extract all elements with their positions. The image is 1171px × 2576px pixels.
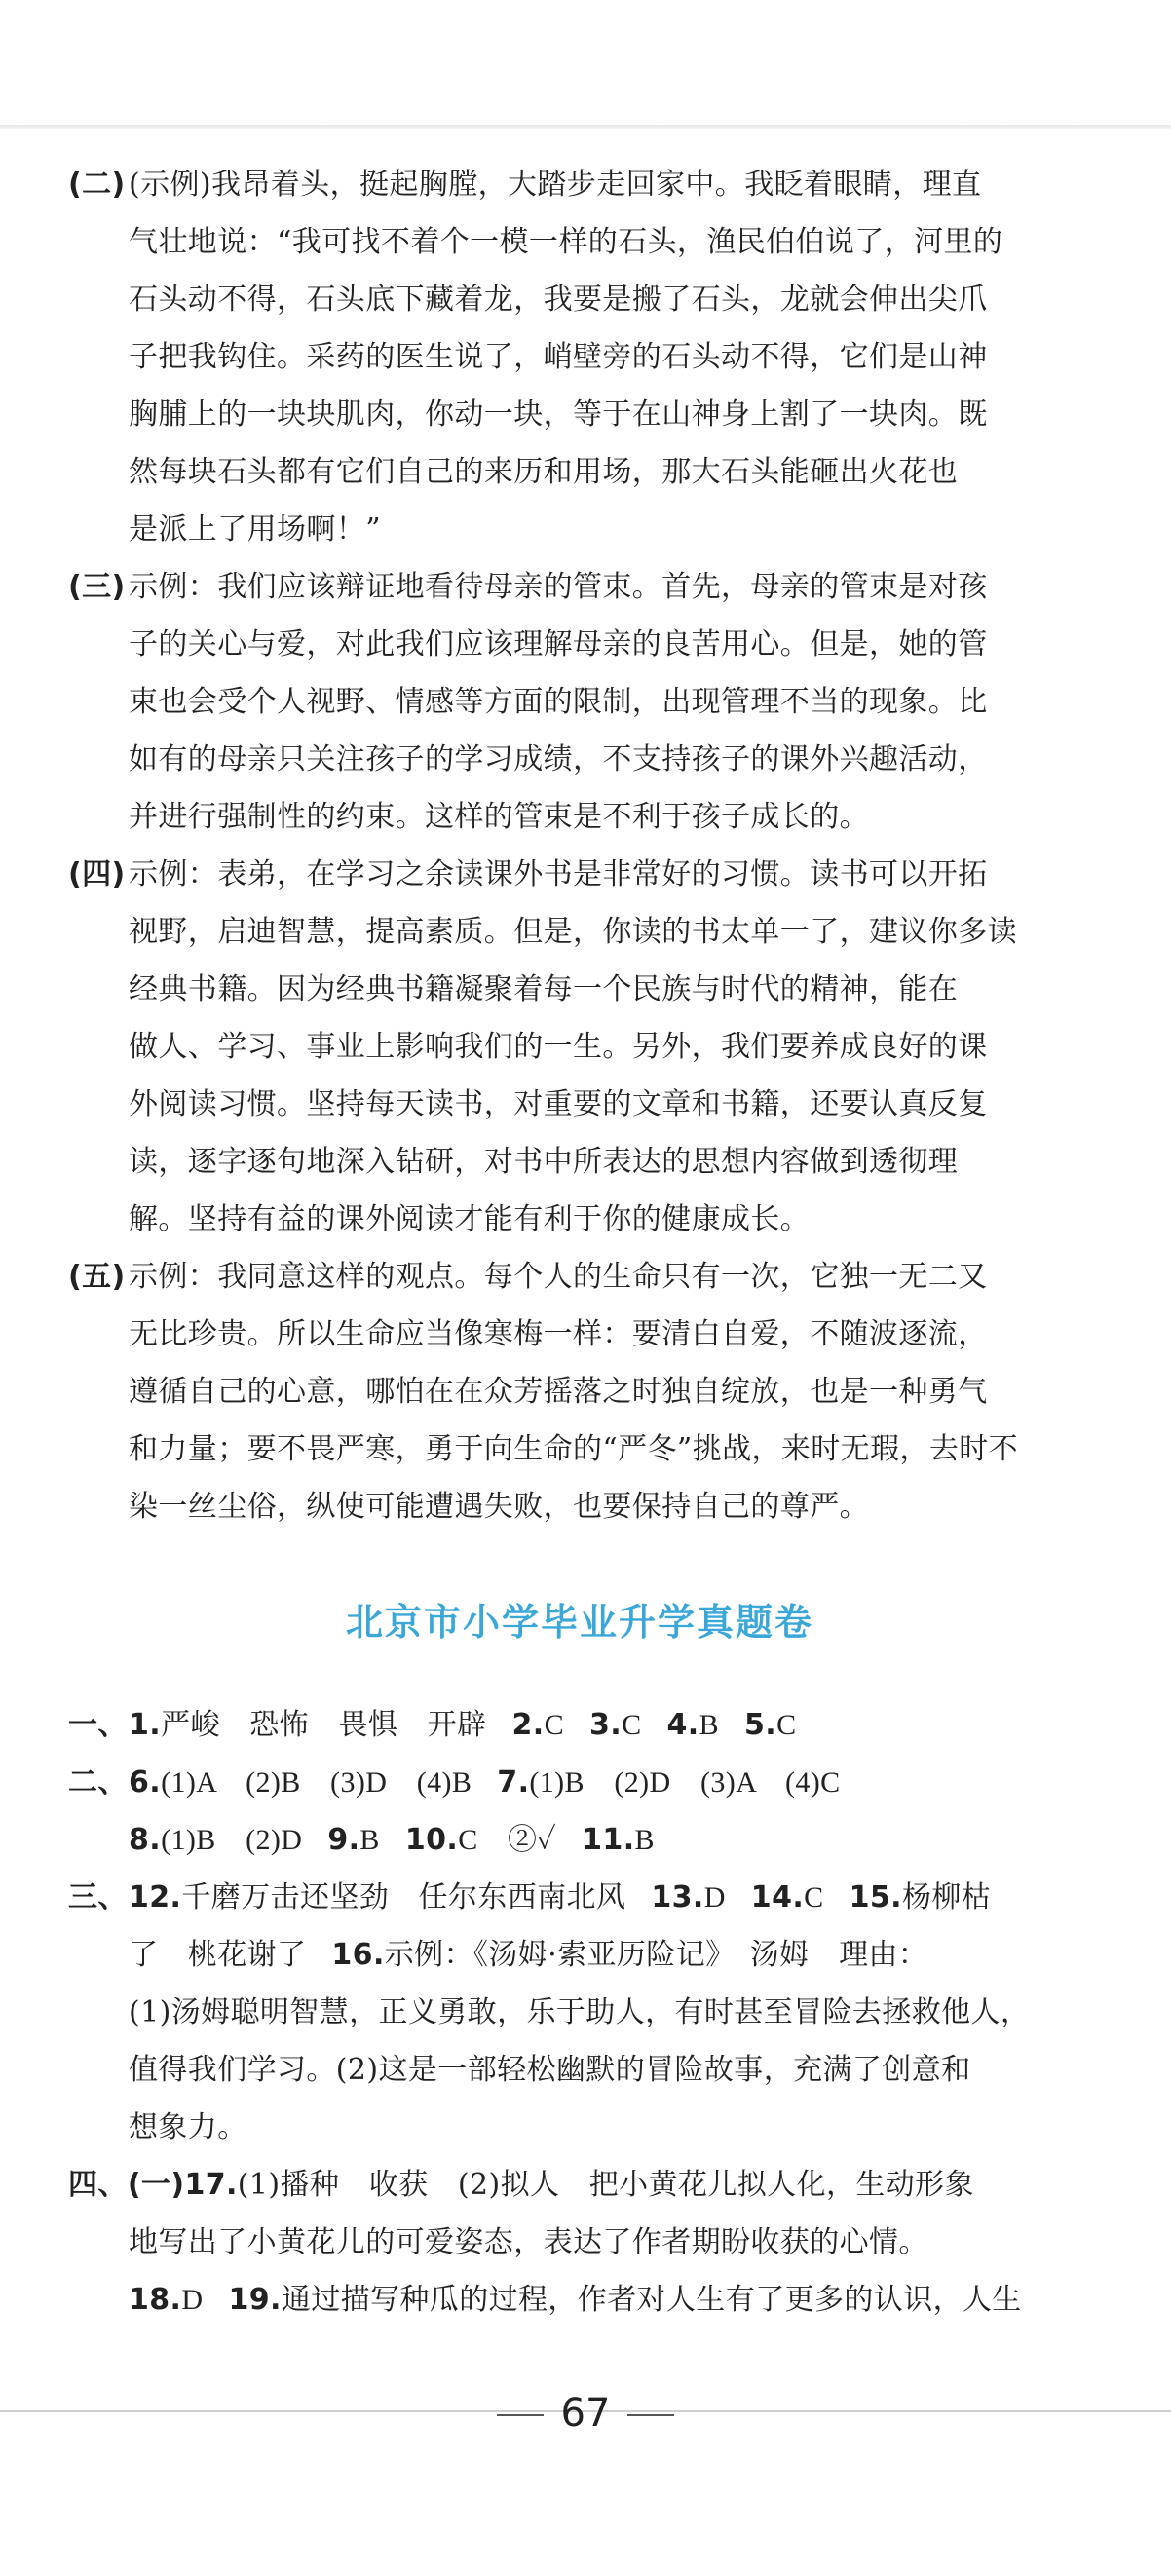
answer-text: (1)B (2)D bbox=[161, 1824, 303, 1856]
question-number: 1. bbox=[129, 1708, 162, 1742]
question-number: 18. bbox=[129, 2283, 182, 2317]
answer-text: 杨柳枯 bbox=[901, 1880, 992, 1914]
answer-part-3-line-1 bbox=[68, 1869, 1091, 1926]
essay-5 bbox=[68, 1248, 1091, 1535]
essay-line: 然每块石头都有它们自己的来历和用场，那大石头能砸出火花也 bbox=[129, 455, 959, 489]
page-number-dash bbox=[497, 2414, 544, 2416]
question-number: 11. bbox=[582, 1823, 635, 1857]
question-number: 6. bbox=[129, 1765, 162, 1799]
answer-text: C ②✓ bbox=[458, 1824, 557, 1856]
essay-line: 气壮地说：“我可找不着个一模一样的石头，渔民伯伯说了，河里的 bbox=[129, 225, 1003, 259]
part-tag: 四、 bbox=[68, 2168, 128, 2202]
question-number: 16. bbox=[331, 1938, 385, 1972]
essay-line: 遵循自己的心意，哪怕在在众芳摇落之时独自绽放，也是一种勇气 bbox=[129, 1375, 988, 1409]
essay-line: 是派上了用场啊！” bbox=[129, 512, 381, 547]
answer-part-2-line-2 bbox=[68, 1811, 1091, 1869]
page-number-footer bbox=[0, 2391, 1171, 2436]
essay-line: 并进行强制性的约束。这样的管束是不利于孩子成长的。 bbox=[129, 800, 869, 834]
answer-text: C bbox=[622, 1709, 642, 1741]
essay-line: 示例：表弟，在学习之余读课外书是非常好的习惯。读书可以开拓 bbox=[129, 857, 988, 891]
answer-text: 示例：《汤姆·索亚历险记》 汤姆 理由： bbox=[384, 1938, 928, 1972]
answer-text: D bbox=[703, 1881, 726, 1913]
essay-line: 读，逐字逐句地深入钻研，对书中所表达的思想内容做到透彻理 bbox=[129, 1145, 959, 1179]
essay-line: 子的关心与爱，对此我们应该理解母亲的良苦用心。但是，她的管 bbox=[129, 627, 988, 662]
answer-text: B bbox=[359, 1824, 380, 1856]
top-divider bbox=[0, 125, 1171, 129]
question-number: 3. bbox=[588, 1708, 623, 1742]
essay-line: 示例：我们应该辩证地看待母亲的管束。首先，母亲的管束是对孩 bbox=[129, 570, 988, 604]
answer-text: (1)A (2)B (3)D (4)B bbox=[161, 1766, 472, 1799]
essay-line: 无比珍贵。所以生命应当像寒梅一样：要清白自爱，不随波逐流， bbox=[129, 1317, 988, 1351]
essay-line: 视野，启迪智慧，提高素质。但是，你读的书太单一了，建议你多读 bbox=[129, 915, 1017, 949]
answer-text: 通过描写种瓜的过程，作者对人生有了更多的认识，人生 bbox=[281, 2283, 1022, 2317]
section-title: 北京市小学毕业升学真题卷 bbox=[345, 1601, 813, 1644]
essay-line: 胸脯上的一块块肌肉，你动一块，等于在山神身上割了一块肉。既 bbox=[129, 398, 988, 432]
essay-line: (示例)我昂着头，挺起胸膛，大踏步走回家中。我眨着眼睛，理直 bbox=[129, 168, 982, 202]
answer-page bbox=[68, 156, 1091, 2329]
part-tag: 三、 bbox=[68, 1880, 128, 1914]
essay-line: 做人、学习、事业上影响我们的一生。另外，我们要养成良好的课 bbox=[129, 1030, 988, 1064]
essay-line: 染一丝尘俗，纵使可能遭遇失败，也要保持自己的尊严。 bbox=[129, 1490, 869, 1524]
page-number: 67 bbox=[560, 2391, 611, 2436]
question-number: 14. bbox=[750, 1880, 805, 1914]
essay-line: 解。坚持有益的课外阅读才能有利于你的健康成长。 bbox=[129, 1202, 811, 1236]
sub-tag: (一) bbox=[127, 2168, 185, 2202]
answer-text: C bbox=[804, 1881, 824, 1913]
question-number: 8. bbox=[129, 1823, 162, 1857]
answer-part-2-line-1 bbox=[68, 1754, 1091, 1811]
question-number: 17. bbox=[184, 2168, 238, 2202]
answer-part-3-line-2 bbox=[68, 1926, 1091, 1984]
question-number: 13. bbox=[651, 1880, 704, 1914]
essay-line: 外阅读习惯。坚持每天读书，对重要的文章和书籍，还要认真反复 bbox=[129, 1087, 988, 1121]
essay-line: 和力量；要不畏严寒，勇于向生命的“严冬”挑战，来时无瑕，去时不 bbox=[129, 1432, 1019, 1466]
question-number: 19. bbox=[228, 2283, 282, 2317]
question-number: 12. bbox=[129, 1880, 182, 1914]
question-number: 15. bbox=[849, 1880, 902, 1914]
question-number: 10. bbox=[404, 1823, 459, 1857]
answer-text: B bbox=[699, 1709, 719, 1741]
question-number: 7. bbox=[497, 1765, 530, 1799]
essay-line: 子把我钩住。采药的医生说了，峭壁旁的石头动不得，它们是山神 bbox=[129, 340, 988, 374]
essay-tag: (四) bbox=[68, 857, 126, 891]
answer-text: 了 桃花谢了 bbox=[129, 1938, 307, 1972]
essay-4 bbox=[68, 846, 1091, 1248]
answer-text: 千磨万击还坚劲 任尔东西南北风 bbox=[181, 1880, 626, 1914]
essay-line: 示例：我同意这样的观点。每个人的生命只有一次，它独一无二又 bbox=[129, 1260, 988, 1294]
essay-line: 经典书籍。因为经典书籍凝聚着每一个民族与时代的精神，能在 bbox=[129, 972, 959, 1006]
essay-line: 如有的母亲只关注孩子的学习成绩，不支持孩子的课外兴趣活动， bbox=[129, 742, 988, 777]
answer-text: 值得我们学习。(2)这是一部轻松幽默的冒险故事，充满了创意和 bbox=[129, 2053, 971, 2087]
answer-text: C bbox=[544, 1709, 564, 1741]
answer-text: (1)播种 收获 (2)拟人 把小黄花儿拟人化，生动形象 bbox=[237, 2168, 974, 2202]
answer-key bbox=[68, 1696, 1091, 2329]
answer-part-4-line-1 bbox=[68, 2156, 1091, 2214]
essay-tag: (三) bbox=[68, 570, 126, 604]
essay-tag: (二) bbox=[68, 168, 126, 202]
answer-part-4-line-3 bbox=[68, 2271, 1091, 2329]
answer-text: B bbox=[634, 1824, 655, 1856]
essay-3 bbox=[68, 558, 1091, 846]
essay-line: 石头动不得，石头底下藏着龙，我要是搬了石头，龙就会伸出尖爪 bbox=[129, 283, 988, 317]
answer-text: (1)汤姆聪明智慧，正义勇敢，乐于助人，有时甚至冒险去拯救他人， bbox=[129, 1995, 1031, 2029]
page-number-dash bbox=[627, 2414, 674, 2416]
essay-2 bbox=[68, 156, 1091, 558]
answer-text: C bbox=[776, 1709, 797, 1741]
answer-text: 地写出了小黄花儿的可爱姿态，表达了作者期盼收获的心情。 bbox=[129, 2225, 928, 2259]
essay-line: 束也会受个人视野、情感等方面的限制，出现管理不当的现象。比 bbox=[129, 685, 988, 719]
part-tag: 二、 bbox=[68, 1765, 128, 1799]
answer-text: 严峻 恐怖 畏惧 开辟 bbox=[161, 1708, 487, 1742]
answer-part-1 bbox=[68, 1696, 1091, 1754]
essay-tag: (五) bbox=[68, 1260, 126, 1294]
answer-text: D bbox=[181, 2284, 204, 2316]
question-number: 2. bbox=[511, 1708, 545, 1742]
question-number: 4. bbox=[666, 1708, 699, 1742]
question-number: 5. bbox=[743, 1708, 777, 1742]
part-tag: 一、 bbox=[68, 1708, 128, 1742]
answer-text: (1)B (2)D (3)A (4)C bbox=[529, 1766, 841, 1799]
answer-text: 想象力。 bbox=[129, 2110, 247, 2144]
question-number: 9. bbox=[327, 1823, 360, 1857]
